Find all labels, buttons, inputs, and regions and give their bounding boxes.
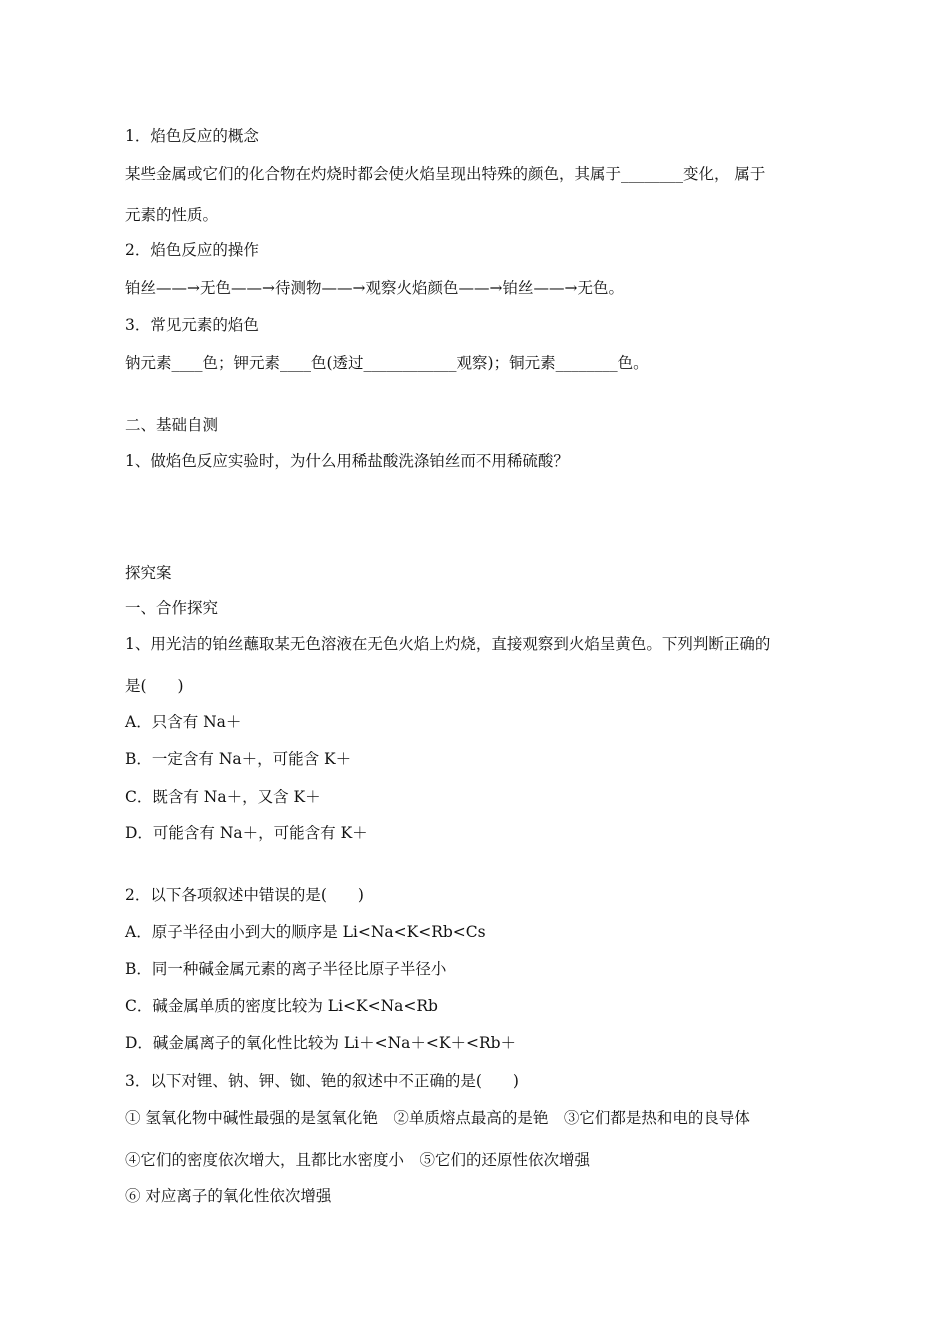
option-2d: D．碱金属离子的氧化性比较为 Li＋<Na＋<K＋<Rb＋ bbox=[125, 1034, 517, 1052]
question-1-cont: 是( ) bbox=[125, 677, 184, 695]
question-1: 1、用光洁的铂丝蘸取某无色溶液在无色火焰上灼烧，直接观察到火焰呈黄色。下列判断正确的 bbox=[125, 635, 771, 653]
paragraph-flame-definition: 某些金属或它们的化合物在灼烧时都会使火焰呈现出特殊的颜色，其属于________变化， 属于 bbox=[125, 165, 766, 183]
heading-basic-test: 二、基础自测 bbox=[125, 416, 219, 434]
paragraph-flame-definition-cont: 元素的性质。 bbox=[125, 206, 219, 224]
option-1b: B．一定含有 Na＋，可能含 K＋ bbox=[125, 750, 352, 768]
statements-3-line1: ① 氢氧化物中碱性最强的是氢氧化铯 ②单质熔点最高的是铯 ③它们都是热和电的良导体 bbox=[125, 1109, 750, 1127]
heading-flame-operation: 2．焰色反应的操作 bbox=[125, 241, 259, 259]
heading-flame-concept: 1．焰色反应的概念 bbox=[125, 127, 259, 145]
heading-common-colors: 3．常见元素的焰色 bbox=[125, 316, 259, 334]
heading-inquiry: 探究案 bbox=[125, 564, 172, 582]
option-2a: A．原子半径由小到大的顺序是 Li<Na<K<Rb<Cs bbox=[125, 923, 486, 941]
paragraph-flame-steps: 铂丝——→无色——→待测物——→观察火焰颜色——→铂丝——→无色。 bbox=[125, 279, 624, 297]
option-1c: C．既含有 Na＋，又含 K＋ bbox=[125, 788, 321, 806]
option-1a: A．只含有 Na＋ bbox=[125, 713, 242, 731]
question-basic-1: 1、做焰色反应实验时，为什么用稀盐酸洗涤铂丝而不用稀硫酸？ bbox=[125, 452, 569, 470]
option-2b: B．同一种碱金属元素的离子半径比原子半径小 bbox=[125, 960, 447, 978]
question-3: 3．以下对锂、钠、钾、铷、铯的叙述中不正确的是( ) bbox=[125, 1072, 519, 1090]
paragraph-element-colors: 钠元素____色；钾元素____色(透过____________观察)；铜元素________色。 bbox=[125, 354, 649, 372]
option-1d: D．可能含有 Na＋，可能含有 K＋ bbox=[125, 824, 368, 842]
question-2: 2．以下各项叙述中错误的是( ) bbox=[125, 886, 364, 904]
statements-3-line3: ⑥ 对应离子的氧化性依次增强 bbox=[125, 1187, 332, 1205]
option-2c: C．碱金属单质的密度比较为 Li<K<Na<Rb bbox=[125, 997, 438, 1015]
heading-cooperative: 一、合作探究 bbox=[125, 599, 219, 617]
statements-3-line2: ④它们的密度依次增大，且都比水密度小 ⑤它们的还原性依次增强 bbox=[125, 1151, 591, 1169]
